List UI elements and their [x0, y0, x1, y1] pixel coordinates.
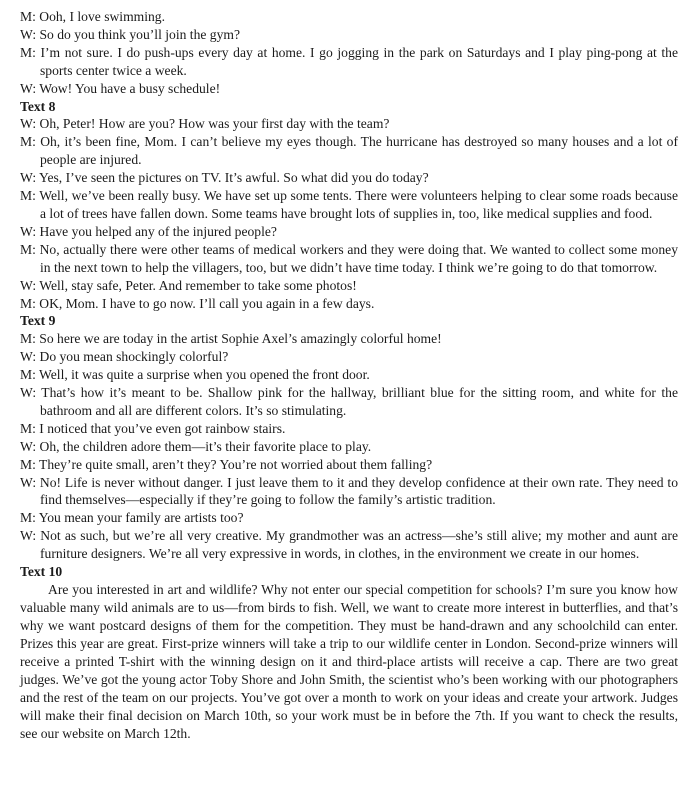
dialogue-line: W: Not as such, but we’re all very creative. My grandmother was an actress—she’s still alive; my mother and aunt are furniture designers. We’re all very expressive in words, in clothes, in the environment we create in our homes. — [20, 528, 678, 562]
dialogue-line: W: No! Life is never without danger. I just leave them to it and they develop confidence at their own rate. They need to find themselves—especially if they’re going to follow the family’s artistic tradition. — [20, 474, 678, 508]
dialogue-line: W: Oh, Peter! How are you? How was your first day with the team? — [20, 116, 390, 132]
dialogue-line: M: No, actually there were other teams of medical workers and they were doing that. We wanted to collect some money in the next town to help the villagers, too, but we didn’t have time today. I think we’re going to do that tomorrow. — [20, 241, 678, 275]
dialogue-line: M: They’re quite small, aren’t they? You’re not worried about them falling? — [20, 456, 433, 472]
section-heading: Text 9 — [20, 313, 56, 329]
monologue-paragraph: Are you interested in art and wildlife? Why not enter our special competition for schools? I’m sure you know how valuable many wild animals are to us—from birds to fish. Well, we want to create more interest in butterflies, and that’s why we want postcard designs of them for the competition. They must be hand-drawn and any schoolchild can enter. Prizes this year are great. First-prize winners will take a trip to our wildlife center in London. Second-prize winners will receive a printed T-shirt with the winning design on it and third-place artists will receive a cap. There are two great judges. We’ve got the young actor Toby Shore and John Smith, the scientist who’s been working with our photographers and the rest of the team on our projects. You’ve got over a month to work on your ideas and create your artwork. Judges will make their final decision on March 10th, so your work must be in before the 7th. If you want to check the results, see our website on March 12th. — [20, 582, 678, 741]
dialogue-line: M: So here we are today in the artist Sophie Axel’s amazingly colorful home! — [20, 331, 442, 347]
dialogue-line: M: Well, it was quite a surprise when you opened the front door. — [20, 367, 370, 383]
section-heading: Text 8 — [20, 98, 56, 114]
section-a — [20, 8, 678, 98]
dialogue-line: W: So do you think you’ll join the gym? — [20, 26, 241, 42]
dialogue-line: M: You mean your family are artists too? — [20, 510, 244, 526]
dialogue-line: M: I’m not sure. I do push-ups every day at home. I go jogging in the park on Saturdays and I play ping-pong at the sports center twice a week. — [20, 44, 678, 78]
dialogue-line: W: Well, stay safe, Peter. And remember to take some photos! — [20, 277, 357, 293]
dialogue-line: M: Well, we’ve been really busy. We have set up some tents. There were volunteers helping to clear some roads because a lot of trees have fallen down. Some teams have brought lots of supplies in, too, like medical supplies and food. — [20, 188, 678, 221]
dialogue-line: W: Oh, the children adore them—it’s their favorite place to play. — [20, 438, 372, 454]
dialogue-line: W: Wow! You have a busy schedule! — [20, 80, 221, 96]
text8-section — [20, 98, 678, 313]
dialogue-line: W: Yes, I’ve seen the pictures on TV. It’s awful. So what did you do today? — [20, 170, 429, 186]
dialogue-line: W: Have you helped any of the injured people? — [20, 223, 277, 239]
dialogue-line: W: That’s how it’s meant to be. Shallow pink for the hallway, brilliant blue for the sitting room, and white for the bathroom and all are different colors. It’s so stimulating. — [20, 385, 678, 418]
text9-section — [20, 312, 678, 563]
text10-section — [20, 563, 678, 743]
dialogue-line: W: Do you mean shockingly colorful? — [20, 349, 229, 365]
dialogue-line: M: Ooh, I love swimming. — [20, 9, 165, 24]
dialogue-line: M: OK, Mom. I have to go now. I’ll call you again in a few days. — [20, 295, 375, 311]
dialogue-line: M: Oh, it’s been fine, Mom. I can’t believe my eyes though. The hurricane has destroyed so many houses and a lot of people are injured. — [20, 134, 678, 168]
section-heading: Text 10 — [20, 564, 63, 580]
dialogue-line: M: I noticed that you’ve even got rainbow stairs. — [20, 420, 286, 436]
